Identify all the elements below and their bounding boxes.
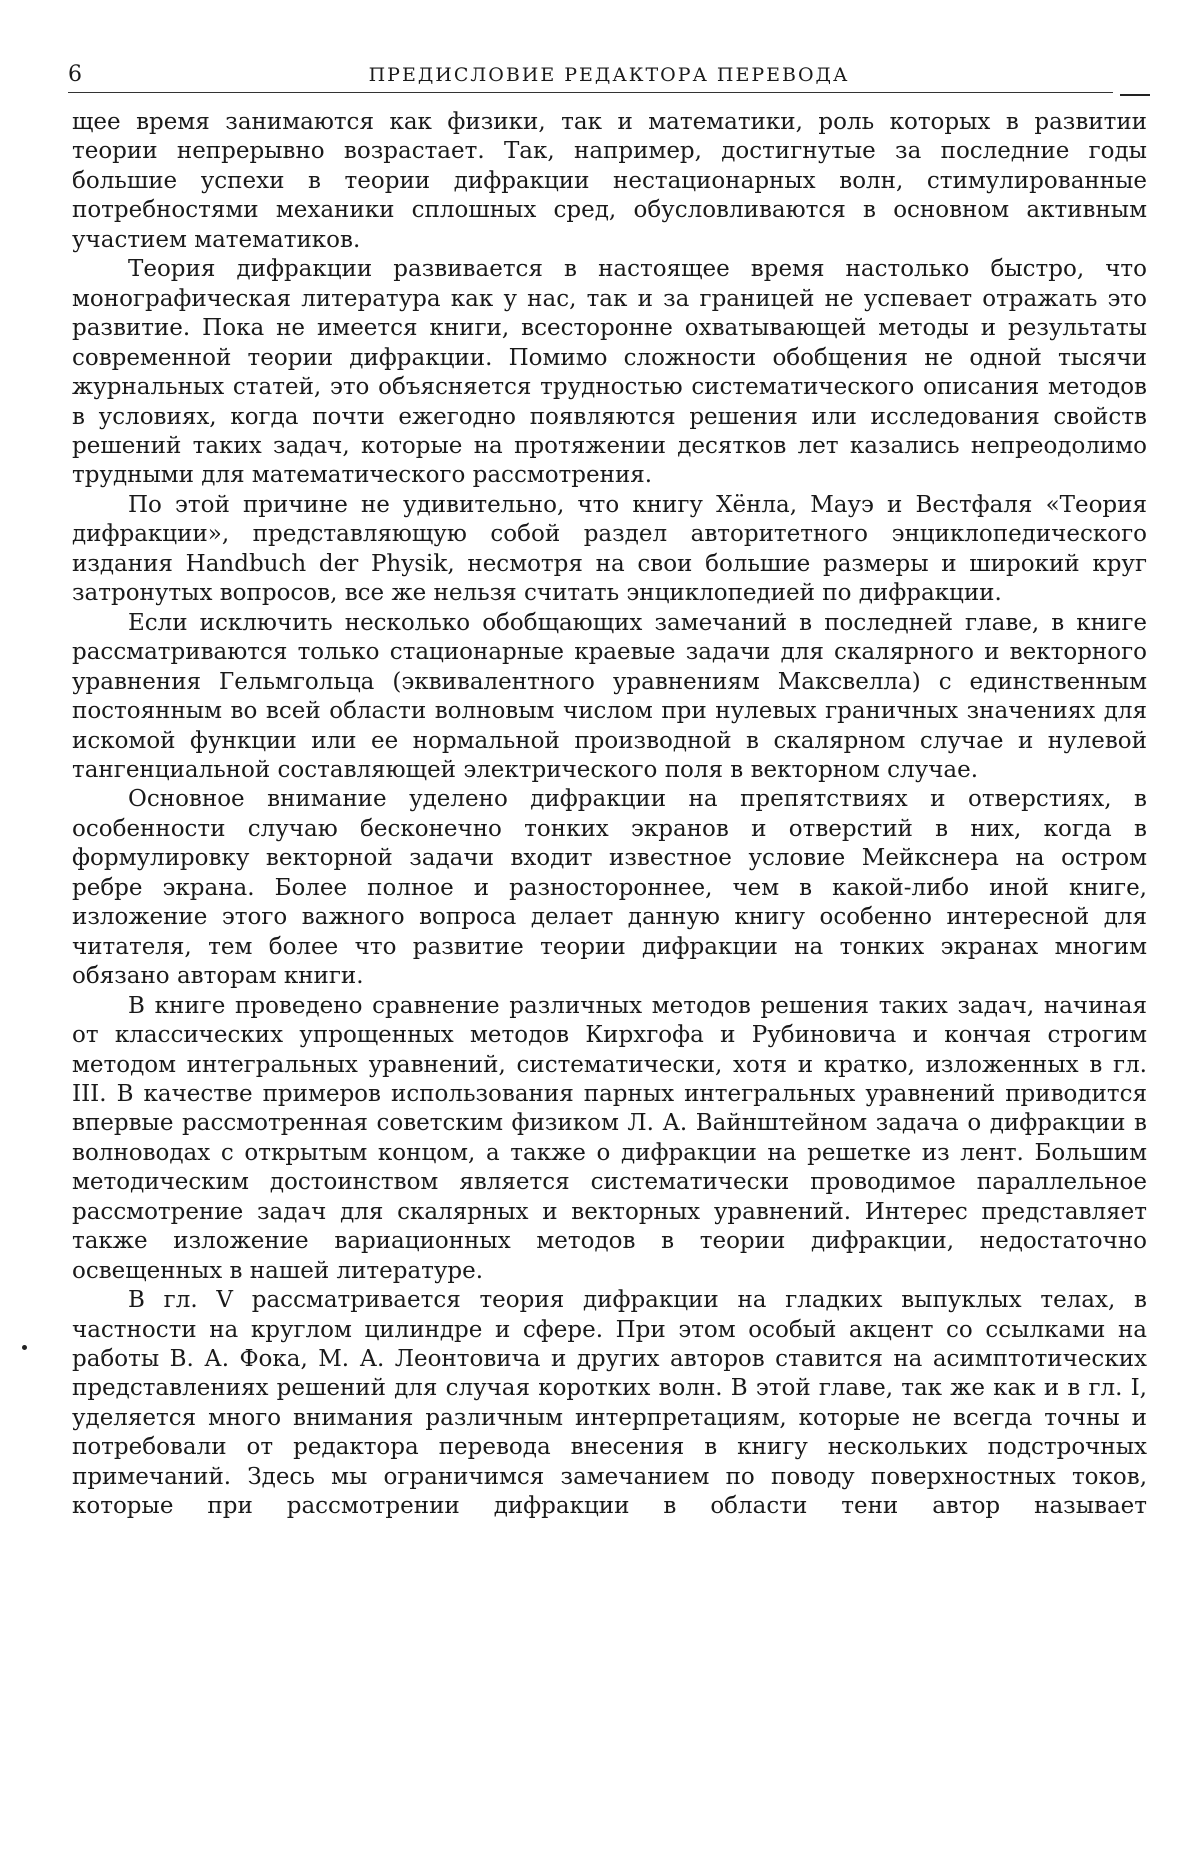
header-rule-end xyxy=(1120,94,1150,96)
page-number: 6 xyxy=(68,62,82,87)
margin-dot-mark xyxy=(22,1345,27,1350)
paragraph-4: Если исключить несколько обобщающих замечаний в последней главе, в книге рассматриваются только стационарные краевые задачи для скалярного и векторного уравнения Гельмгольца (эквивалентного уравнениям Максвелла) с единственным постоянным во всей области волновым числом при нулевых граничных значениях для искомой функции или ее нормальной производной в скалярном случае и нулевой тангенциальной составляющей электрического поля в векторном случае. xyxy=(72,609,1147,783)
running-title: ПРЕДИСЛОВИЕ РЕДАКТОРА ПЕРЕВОДА xyxy=(368,64,850,86)
running-head xyxy=(68,60,1150,96)
paragraph-7: В гл. V рассматривается теория дифракции на гладких выпуклых телах, в частности на круглом цилиндре и сфере. При этом особый акцент со ссылками на работы В. А. Фока, М. А. Леонтовича и других авторов ставится на асимптотических представлениях решений для случая коротких волн. В этой главе, так же как и в гл. I, уделяется много внимания различным интерпретациям, которые не всегда точны и потребовали от редактора перевода внесения в книгу нескольких подстрочных примечаний. Здесь мы ограничимся замечанием по поводу поверхностных токов, которые при рассмотрении дифракции в области тени автор называет xyxy=(72,1287,1147,1520)
paragraph-6: В книге проведено сравнение различных методов решения таких задач, начиная от классических упрощенных методов Кирхгофа и Рубиновича и кончая строгим методом интегральных уравнений, систематически, хотя и кратко, изложенных в гл. III. В качестве примеров использования парных интегральных уравнений приводится впервые рассмотренная советским физиком Л. А. Вайнштейном задача о дифракции в волноводах с открытым концом, а также о дифракции на решетке из лент. Большим методическим достоинством является систематически проводимое параллельное рассмотрение задач для скалярных и векторных уравнений. Интерес представляет также изложение вариационных методов в теории дифракции, недостаточно освещенных в нашей литературе. xyxy=(72,992,1147,1284)
paragraph-1: щее время занимаются как физики, так и математики, роль которых в развитии теории непрерывно возрастает. Так, например, достигнутые за последние годы большие успехи в теории дифракции нестационарных волн, стимулированные потребностями механики сплошных сред, обусловливаются в основном активным участием математиков. xyxy=(72,109,1147,253)
paragraph-5: Основное внимание уделено дифракции на препятствиях и отверстиях, в особенности случаю бесконечно тонких экранов и отверстий в них, когда в формулировку векторной задачи входит известное условие Мейкснера на остром ребре экрана. Более полное и разностороннее, чем в какой-либо иной книге, изложение этого важного вопроса делает данную книгу особенно интересной для читателя, тем более что развитие теории дифракции на тонких экранах многим обязано авторам книги. xyxy=(72,786,1147,990)
header-rule xyxy=(68,92,1113,93)
body-text xyxy=(72,108,1147,1522)
paragraph-3: По этой причине не удивительно, что книгу Хёнла, Мауэ и Вестфаля «Теория дифракции», представляющую собой раздел авторитетного энциклопедического издания Handbuch der Physik, несмотря на свои большие размеры и широкий круг затронутых вопросов, все же нельзя считать энциклопедией по дифракции. xyxy=(72,491,1147,607)
paragraph-2: Теория дифракции развивается в настоящее время настолько быстро, что монографическая литература как у нас, так и за границей не успевает отражать это развитие. Пока не имеется книги, всесторонне охватывающей методы и результаты современной теории дифракции. Помимо сложности обобщения не одной тысячи журнальных статей, это объясняется трудностью систематического описания методов в условиях, когда почти ежегодно появляются решения или исследования свойств решений таких задач, которые на протяжении десятков лет казались непреодолимо трудными для математического рассмотрения. xyxy=(72,256,1147,489)
